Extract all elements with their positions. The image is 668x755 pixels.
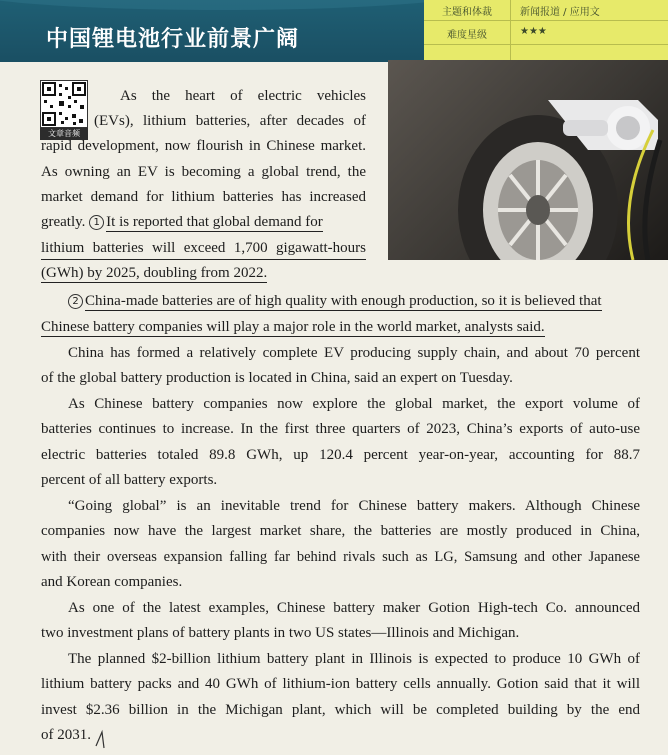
p1-line-8: (GWh) by 2025, doubling from 2022. — [41, 265, 268, 281]
p1-line-6: greatly. 1 It is reported that global demand for — [41, 214, 323, 230]
p5-line-2: companies now have the largest market share, the batteries are mostly produced in China, — [41, 523, 640, 539]
info-table: 主题和体裁 新闻报道 / 应用文 难度星级 ★★★ — [424, 0, 668, 92]
p1-line-5: market demand for lithium batteries has increased — [41, 189, 366, 205]
p1-line-4: As owning an EV is becoming a global trend, the — [41, 164, 366, 180]
p1-line-7: lithium batteries will exceed 1,700 gigawatt-hours — [41, 238, 366, 260]
title-banner — [0, 0, 430, 62]
p4-line-4: percent of all battery exports. — [41, 472, 218, 488]
p3-line-2: of the global battery production is located in China, said an expert on Tuesday. — [41, 370, 513, 386]
p4-line-3: electric batteries totaled 89.8 GWh, up 120.4 percent year-on-year, accounting for 88.7 — [41, 447, 640, 463]
p6-line-2: two investment plans of battery plants in two US states—Illinois and Michigan. — [41, 625, 520, 641]
p1-line-1: As the heart of electric vehicles — [120, 88, 366, 104]
banner-decoration — [0, 0, 430, 10]
sentence-marker-1: 1 — [89, 215, 104, 230]
p7-line-3: invest $2.36 billion in the Michigan plant, which will be completed building by the end — [41, 702, 640, 718]
sentence-marker-2: 2 — [68, 294, 83, 309]
p4-line-1: As Chinese battery companies now explore the global market, the export volume of — [68, 396, 640, 412]
difficulty-stars: ★★★ — [520, 26, 547, 37]
p4-line-2: batteries continues to increase. In the first three quarters of 2023, China’s exports of auto-use — [41, 421, 640, 437]
p6-line-1: As one of the latest examples, Chinese battery maker Gotion High-tech Co. announced — [68, 600, 640, 616]
p5-line-4: and Korean companies. — [41, 574, 183, 590]
p7-line-2: lithium battery packs and 40 GWh of lithium-ion battery cells annually. Gotion said that it will — [41, 676, 640, 692]
p7-line-4: of 2031. — [41, 727, 91, 743]
p2-line-1: 2 China-made batteries are of high quality with enough production, so it is believed that — [68, 291, 640, 311]
p1-line-2: (EVs), lithium batteries, after decades of — [94, 113, 366, 129]
p7-line-1: The planned $2-billion lithium battery plant in Illinois is expected to produce 10 GWh of — [68, 651, 640, 667]
p2-line-2: Chinese battery companies will play a major role in the world market, analysts said. — [41, 319, 545, 335]
p1-line-3: rapid development, now flourish in Chinese market. — [41, 138, 366, 154]
ev-charging-photo — [388, 60, 668, 260]
pen-tick-mark — [94, 728, 114, 750]
qr-label: 文章音频 — [40, 128, 88, 140]
p5-line-3: with their overseas expansion falling far behind rivals such as LG, Samsung and other Japanese — [41, 549, 640, 565]
p3-line-1: China has formed a relatively complete EV producing supply chain, and about 70 percent — [68, 345, 640, 361]
p5-line-1: “Going global” is an inevitable trend for Chinese battery makers. Although Chinese — [68, 498, 640, 514]
qr-code-icon[interactable] — [40, 80, 88, 128]
article-title: 中国锂电池行业前景广阔 — [46, 27, 300, 52]
